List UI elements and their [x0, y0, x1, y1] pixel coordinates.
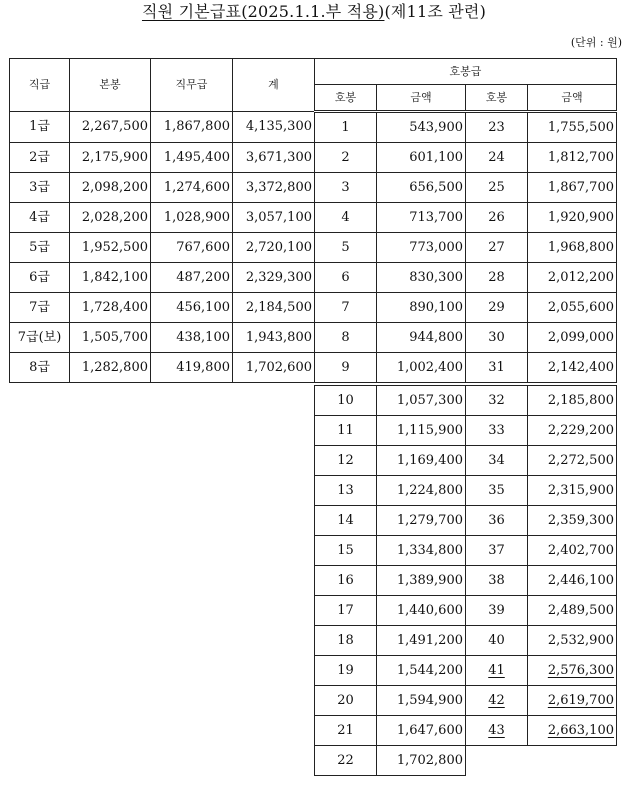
step-number-cell: 8 — [315, 323, 377, 353]
step-number-cell: 43 — [466, 716, 528, 746]
grade-cell: 8급 — [10, 353, 70, 383]
step-number-cell: 20 — [315, 686, 377, 716]
duty-pay-cell: 1,867,800 — [151, 112, 233, 143]
table-row — [315, 446, 617, 476]
step-number-cell: 41 — [466, 656, 528, 686]
base-pay-cell: 1,728,400 — [70, 293, 151, 323]
step-amount-cell: 1,647,600 — [377, 716, 466, 746]
base-pay-cell: 2,028,200 — [70, 203, 151, 233]
step-number-cell: 6 — [315, 263, 377, 293]
total-pay-cell: 2,329,300 — [233, 263, 315, 293]
table-row — [315, 686, 617, 716]
table-row — [315, 566, 617, 596]
step-number-cell: 27 — [466, 233, 528, 263]
step-number-cell: 22 — [315, 746, 377, 776]
table-row — [315, 416, 617, 446]
step-amount-cell: 1,812,700 — [528, 143, 617, 173]
total-pay-cell: 1,943,800 — [233, 323, 315, 353]
header-grade: 직급 — [10, 59, 70, 112]
empty-cell — [466, 746, 528, 776]
table-row — [315, 386, 617, 416]
total-pay-cell: 4,135,300 — [233, 112, 315, 143]
page-title — [0, 2, 628, 22]
base-pay-cell: 2,267,500 — [70, 112, 151, 143]
step-amount-cell: 2,619,700 — [528, 686, 617, 716]
duty-pay-cell: 456,100 — [151, 293, 233, 323]
table-row — [315, 596, 617, 626]
step-table-continued — [314, 385, 617, 776]
duty-pay-cell: 767,600 — [151, 233, 233, 263]
grade-cell: 2급 — [10, 143, 70, 173]
table-row — [10, 353, 617, 383]
step-amount-cell: 830,300 — [377, 263, 466, 293]
step-amount-cell: 2,315,900 — [528, 476, 617, 506]
step-number-cell: 42 — [466, 686, 528, 716]
grade-cell: 3급 — [10, 173, 70, 203]
step-amount-cell: 2,185,800 — [528, 386, 617, 416]
step-number-cell: 29 — [466, 293, 528, 323]
step-amount-cell: 1,491,200 — [377, 626, 466, 656]
title-suffix: (제11조 관련) — [384, 2, 487, 21]
step-amount-cell: 601,100 — [377, 143, 466, 173]
step-amount-cell: 1,594,900 — [377, 686, 466, 716]
step-amount-cell: 2,576,300 — [528, 656, 617, 686]
header-row-1 — [10, 59, 617, 85]
step-number-cell: 11 — [315, 416, 377, 446]
step-amount-cell: 773,000 — [377, 233, 466, 263]
header-base: 본봉 — [70, 59, 151, 112]
step-number-cell: 7 — [315, 293, 377, 323]
total-pay-cell: 3,671,300 — [233, 143, 315, 173]
step-number-cell: 33 — [466, 416, 528, 446]
base-pay-cell: 1,952,500 — [70, 233, 151, 263]
step-amount-cell: 1,002,400 — [377, 353, 466, 383]
base-pay-cell: 1,505,700 — [70, 323, 151, 353]
step-number-cell: 38 — [466, 566, 528, 596]
base-pay-cell: 1,842,100 — [70, 263, 151, 293]
header-step-pay: 호봉급 — [315, 59, 617, 85]
step-amount-cell: 1,920,900 — [528, 203, 617, 233]
step-number-cell: 28 — [466, 263, 528, 293]
grade-cell: 6급 — [10, 263, 70, 293]
step-amount-cell: 2,446,100 — [528, 566, 617, 596]
step-amount-cell: 1,968,800 — [528, 233, 617, 263]
step-number-cell: 14 — [315, 506, 377, 536]
table-row — [315, 506, 617, 536]
step-amount-cell: 1,334,800 — [377, 536, 466, 566]
step-number-cell: 32 — [466, 386, 528, 416]
total-pay-cell: 2,184,500 — [233, 293, 315, 323]
step-number-cell: 16 — [315, 566, 377, 596]
step-number-cell: 25 — [466, 173, 528, 203]
header-total: 계 — [233, 59, 315, 112]
step-amount-cell: 2,489,500 — [528, 596, 617, 626]
step-amount-cell: 1,389,900 — [377, 566, 466, 596]
table-row — [315, 626, 617, 656]
step-number-cell: 12 — [315, 446, 377, 476]
step-number-cell: 36 — [466, 506, 528, 536]
table-row — [10, 233, 617, 263]
step-number-cell: 26 — [466, 203, 528, 233]
step-amount-cell: 1,702,800 — [377, 746, 466, 776]
step-number-cell: 39 — [466, 596, 528, 626]
step-number-cell: 40 — [466, 626, 528, 656]
step-amount-cell: 1,755,500 — [528, 112, 617, 143]
base-pay-cell: 2,175,900 — [70, 143, 151, 173]
unit-label: (단위 : 원) — [570, 36, 622, 49]
step-number-cell: 19 — [315, 656, 377, 686]
step-amount-cell: 2,532,900 — [528, 626, 617, 656]
step-amount-cell: 2,012,200 — [528, 263, 617, 293]
grade-cell: 7급 — [10, 293, 70, 323]
table-row — [315, 536, 617, 566]
step-amount-cell: 2,229,200 — [528, 416, 617, 446]
duty-pay-cell: 438,100 — [151, 323, 233, 353]
total-pay-cell: 2,720,100 — [233, 233, 315, 263]
step-amount-cell: 1,224,800 — [377, 476, 466, 506]
table-row — [10, 143, 617, 173]
step-number-cell: 5 — [315, 233, 377, 263]
total-pay-cell: 3,372,800 — [233, 173, 315, 203]
step-amount-cell: 2,099,000 — [528, 323, 617, 353]
table-row — [315, 476, 617, 506]
step-amount-cell: 2,402,700 — [528, 536, 617, 566]
step-amount-cell: 656,500 — [377, 173, 466, 203]
step-number-cell: 1 — [315, 112, 377, 143]
step-amount-cell: 1,169,400 — [377, 446, 466, 476]
step-amount-cell: 2,359,300 — [528, 506, 617, 536]
title-main: 직원 기본급표(2025.1.1.부 적용) — [141, 2, 385, 21]
step-amount-cell: 713,700 — [377, 203, 466, 233]
table-row — [315, 746, 617, 776]
table-row — [315, 656, 617, 686]
step-number-cell: 2 — [315, 143, 377, 173]
step-amount-cell: 2,055,600 — [528, 293, 617, 323]
duty-pay-cell: 1,274,600 — [151, 173, 233, 203]
header-amount-right: 금액 — [528, 85, 617, 112]
step-number-cell: 30 — [466, 323, 528, 353]
step-number-cell: 35 — [466, 476, 528, 506]
step-number-cell: 18 — [315, 626, 377, 656]
step-amount-cell: 1,279,700 — [377, 506, 466, 536]
step-amount-cell: 890,100 — [377, 293, 466, 323]
step-number-cell: 24 — [466, 143, 528, 173]
step-number-cell: 34 — [466, 446, 528, 476]
step-amount-cell: 1,057,300 — [377, 386, 466, 416]
table-row — [10, 112, 617, 143]
duty-pay-cell: 487,200 — [151, 263, 233, 293]
header-step-left: 호봉 — [315, 85, 377, 112]
table-row — [315, 716, 617, 746]
table-row — [10, 263, 617, 293]
step-number-cell: 23 — [466, 112, 528, 143]
step-amount-cell: 1,115,900 — [377, 416, 466, 446]
step-amount-cell: 2,663,100 — [528, 716, 617, 746]
duty-pay-cell: 1,028,900 — [151, 203, 233, 233]
step-number-cell: 37 — [466, 536, 528, 566]
duty-pay-cell: 1,495,400 — [151, 143, 233, 173]
salary-table — [9, 58, 617, 383]
step-number-cell: 21 — [315, 716, 377, 746]
step-amount-cell: 1,867,700 — [528, 173, 617, 203]
header-step-right: 호봉 — [466, 85, 528, 112]
step-amount-cell: 1,440,600 — [377, 596, 466, 626]
step-amount-cell: 2,142,400 — [528, 353, 617, 383]
grade-cell: 4급 — [10, 203, 70, 233]
header-amount-left: 금액 — [377, 85, 466, 112]
step-number-cell: 31 — [466, 353, 528, 383]
total-pay-cell: 3,057,100 — [233, 203, 315, 233]
step-number-cell: 3 — [315, 173, 377, 203]
step-amount-cell: 543,900 — [377, 112, 466, 143]
step-amount-cell: 2,272,500 — [528, 446, 617, 476]
step-amount-cell: 1,544,200 — [377, 656, 466, 686]
table-row — [10, 173, 617, 203]
grade-cell: 1급 — [10, 112, 70, 143]
step-number-cell: 15 — [315, 536, 377, 566]
table-row — [10, 203, 617, 233]
grade-cell: 5급 — [10, 233, 70, 263]
step-number-cell: 10 — [315, 386, 377, 416]
empty-cell — [528, 746, 617, 776]
base-pay-cell: 1,282,800 — [70, 353, 151, 383]
table-row — [10, 323, 617, 353]
grade-cell: 7급(보) — [10, 323, 70, 353]
header-duty: 직무급 — [151, 59, 233, 112]
step-amount-cell: 944,800 — [377, 323, 466, 353]
step-number-cell: 9 — [315, 353, 377, 383]
step-number-cell: 17 — [315, 596, 377, 626]
base-pay-cell: 2,098,200 — [70, 173, 151, 203]
step-number-cell: 13 — [315, 476, 377, 506]
duty-pay-cell: 419,800 — [151, 353, 233, 383]
table-row — [10, 293, 617, 323]
total-pay-cell: 1,702,600 — [233, 353, 315, 383]
step-number-cell: 4 — [315, 203, 377, 233]
